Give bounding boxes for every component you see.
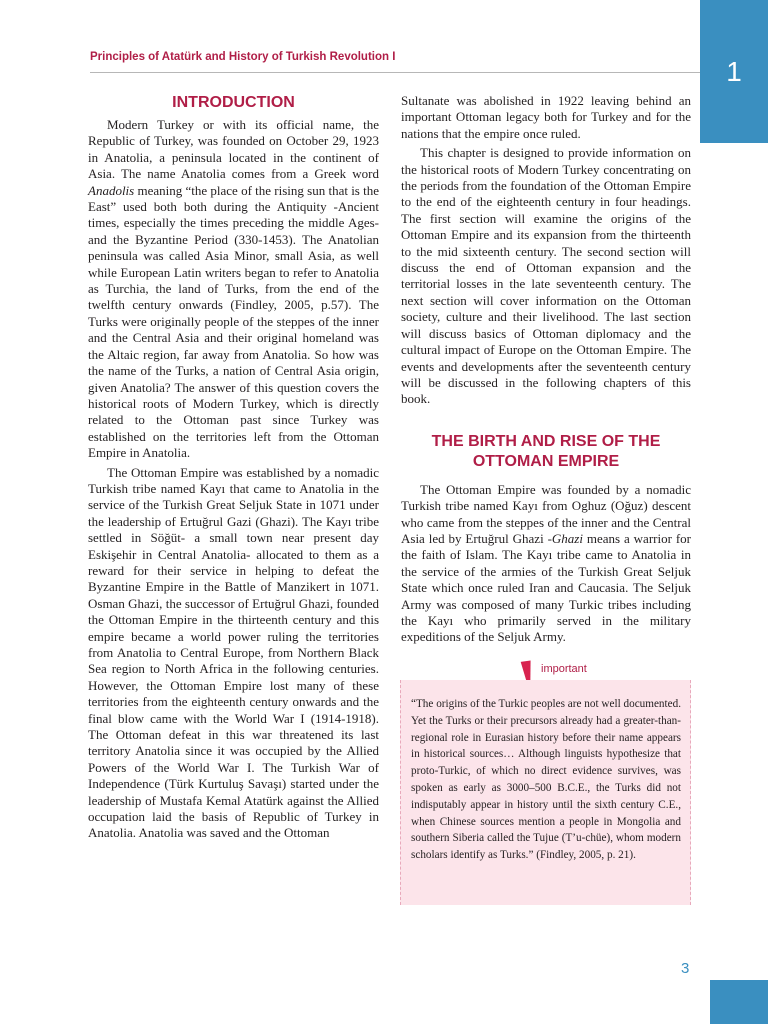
running-header-title: Principles of Atatürk and History of Turkish Revolution I [90,51,396,63]
paragraph-intro-2: The Ottoman Empire was established by a nomadic Turkish tribe named Kayı that came to Anatolia in the service of the Turkish Great Seljuk State in 1071 under the leadership of Ertuğrul Gazi (Ghazi). The Kayı tribe settled in Söğüt- a small town near present day Eskişehir in Central Anatolia- allocated to them as a reward for their service in helping to defeat the Byzantine Empire in the Battle of Manzikert in 1071. Osman Ghazi, the successor of Ertuğrul Ghazi, founded the Ottoman Empire in the thirteenth century and this empire became a world power ruling the territories from Anatolia to Central Europe, from Northern Black Sea region to North Africa in the following centuries. However, the Ottoman Empire lost many of these territories from the eighteenth century onwards and the final blow came with the World War I (1914-1918). The Ottoman defeat in this war threatened its last territory Anatolia since it was occupied by the Allied Powers of the World War I. The Turkish War of Independence (Türk Kurtuluş Savaşı) started under the leadership of Mustafa Kemal Atatürk against the Allied occupation laid the basis of Republic of Turkey in Anatolia. Anatolia was saved and the Ottoman [88,464,379,841]
paragraph-chapter-overview: This chapter is designed to provide information on the historical roots of Modern Turkey concentrating on the periods from the foundation of the Ottoman Empire to the end of the eighteenth century in four headings. The first section will examine the origins of the Ottoman Empire and its expansion from the thirteenth to the mid sixteenth century. The second section will discuss the end of Ottoman expansion and the territorial losses in the late seventeenth century. The next section will cover information on the Ottoman society, culture and their livelihood. The last section will discuss basics of Ottoman diplomacy and the cultural impact of Europe on the Ottoman Empire. The events and developments after the seventeenth century will be discussed in the following chapters of this book. [401,145,691,407]
paragraph-continuation: Sultanate was abolished in 1922 leaving behind an important Ottoman legacy both for Turkey and for the nations that the empire once ruled. [401,93,691,141]
section-heading-birth-rise: THE BIRTH AND RISE OF THE OTTOMAN EMPIRE [431,432,661,470]
header-divider [90,72,700,73]
section-heading-introduction: INTRODUCTION [172,94,295,111]
paragraph-ottoman-founding: The Ottoman Empire was founded by a nomadic Turkish tribe named Kayı from Oghuz (Oğuz) descent who came from the steppes of the inner and the Central Asia led by Ertuğrul Ghazi -Ghazi means a warrior for the faith of Islam. The Kayı tribe came to Anatolia in the service of the armies of the Turkish Great Seljuk State which once ruled Iran and Caucasia. The Seljuk Army was composed of many Turkic tribes including the Kayı who primarily served in the military expeditions of the Seljuk Army. [401,481,691,645]
term-ghazi: -Ghazi [547,530,583,546]
page-corner-tab [710,980,768,1024]
page-number: 3 [681,960,690,977]
important-quote-box [400,680,691,905]
paragraph-intro-1: Modern Turkey or with its official name, the Republic of Turkey, was founded on October 29, 1923 in Anatolia, a peninsula located in the continent of Asia. The name Anatolia comes from a Greek word Anadolis meaning “the place of the rising sun that is the East” used both both during the Antiquity -Ancient times, especially the times preceding the middle Ages- and the Byzantine Period (330-1453). The Anatolian peninsula was called Asia Minor, small Asia, as well while European Latin writers began to refer to Anatolia as Turchia, the land of Turks, from the end of the twelfth century onwards (Findley, 2005, p.57). The Turks were originally people of the steppes of the inner and the Central Asia and their original homeland was the Altaic region, far away from Anatolia. So how was the name of the Turks, a nation of Central Asia origin, given Anatolia? The answer of this question covers the historical roots of Modern Turkey, which is directly related to the Ottoman past since Turkey was established on the territories left from the Ottoman Empire in Anatolia. [88,117,379,461]
chapter-number: 1 [726,56,742,87]
chapter-tab [700,0,768,143]
left-column [88,93,379,842]
important-label: important [541,663,587,675]
term-anadolis: Anadolis [88,182,135,198]
important-quote-text: “The origins of the Turkic peoples are not well documented. Yet the Turks or their precursors already had a greater-than-regional role in Eurasian history before their name appears in historical sources… Although linguists hypothesize that proto-Turkic, of which no direct evidence survives, was spoken as early as 3000–500 B.C.E., the Turks did not indisputably appear in history until the sixth century C.E., when Chinese sources mention a people in Mongolia and southern Siberia called the Tujue (T’u-chüe), whom modern scholars identify as Turks.” (Findley, 2005, p. 21). [411,698,681,862]
right-column [401,93,691,646]
